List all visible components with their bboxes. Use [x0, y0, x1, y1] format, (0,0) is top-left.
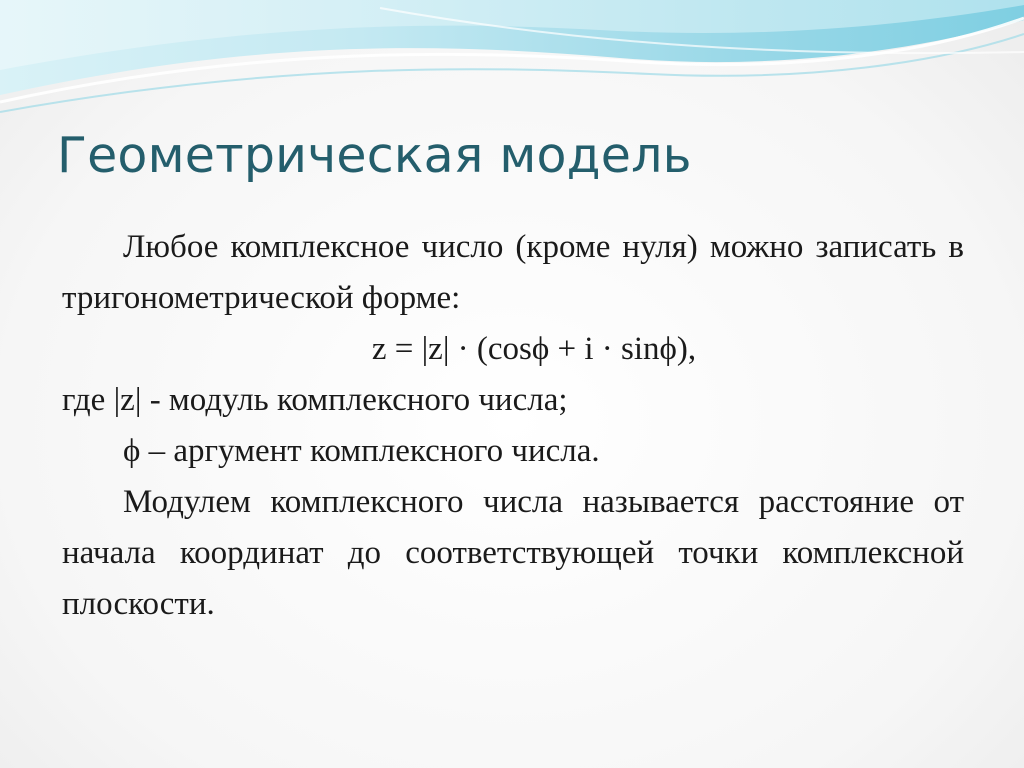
trigonometric-formula: z = |z| · (cosϕ + i · sinϕ), — [371, 331, 697, 367]
slide-title: Геометрическая модель — [57, 127, 692, 184]
decorative-wave-banner — [0, 0, 1024, 130]
slide-body — [62, 222, 964, 630]
modulus-explanation-paragraph: Модулем комплексного числа называется расстояние от начала координат до соответствующей точки комплексной плоскости. — [62, 484, 964, 622]
argument-definition: ϕ – аргумент комплексного числа. — [123, 433, 600, 469]
modulus-definition: где |z| - модуль комплексного числа; — [62, 382, 568, 418]
intro-paragraph: Любое комплексное число (кроме нуля) можно записать в тригонометрической форме: — [62, 229, 964, 316]
